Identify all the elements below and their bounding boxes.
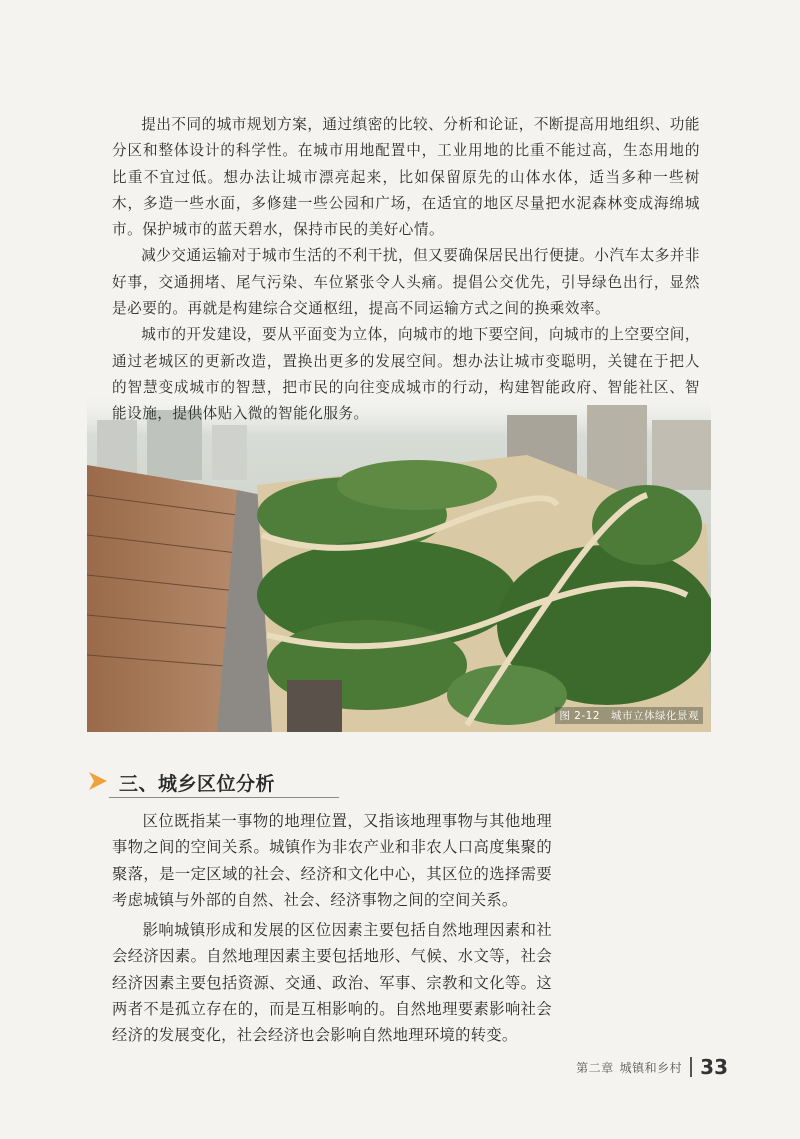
figure-photo-rooftop-greening	[87, 395, 711, 732]
upper-body-text	[112, 112, 700, 428]
orange-arrow-icon	[87, 770, 109, 792]
lower-body-text	[112, 808, 552, 1053]
photo-illustration	[87, 395, 711, 732]
paragraph: 城市的开发建设，要从平面变为立体，向城市的地下要空间，向城市的上空要空间，通过老城区的更新改造，置换出更多的发展空间。想办法让城市变聪明，关键在于把人的智慧变成城市的智慧，把市民的向往变成城市的行动，构建智能政府、智能社区、智能设施，提供体贴入微的智能化服务。	[112, 326, 700, 423]
paragraph: 提出不同的城市规划方案，通过缜密的比较、分析和论证，不断提高用地组织、功能分区和整体设计的科学性。在城市用地配置中，工业用地的比重不能过高，生态用地的比重不宜过低。想办法让城市漂亮起来，比如保留原先的山体水体，适当多种一些树木，多造一些水面，多修建一些公园和广场，在适宜的地区尽量把水泥森林变成海绵城市。保护城市的蓝天碧水，保持市民的美好心情。	[112, 116, 700, 239]
page-number: 33	[700, 1055, 728, 1079]
footer-chapter: 第二章	[576, 1060, 614, 1075]
footer-chapter-title: 城镇和乡村	[619, 1060, 683, 1075]
section-heading	[87, 765, 387, 803]
paragraph: 减少交通运输对于城市生活的不利干扰，但又要确保居民出行便捷。小汽车太多并非好事，交通拥堵、尾气污染、车位紧张令人头痛。提倡公交优先，引导绿色出行，显然是必要的。再就是构建综合交通枢纽，提高不同运输方式之间的换乘效率。	[112, 247, 700, 318]
page-footer	[576, 1055, 728, 1079]
heading-underline	[109, 797, 339, 798]
paragraph: 区位既指某一事物的地理位置，又指该地理事物与其他地理事物之间的空间关系。城镇作为非农产业和非农人口高度集聚的聚落，是一定区域的社会、经济和文化中心，其区位的选择需要考虑城镇与外部的自然、社会、经济事物之间的空间关系。	[112, 812, 552, 909]
footer-divider	[690, 1057, 692, 1077]
paragraph: 影响城镇形成和发展的区位因素主要包括自然地理因素和社会经济因素。自然地理因素主要包括地形、气候、水文等，社会经济因素主要包括资源、交通、政治、军事、宗教和文化等。这两者不是孤立存在的，而是互相影响的。自然地理要素影响社会经济的发展变化，社会经济也会影响自然地理环境的转变。	[112, 921, 552, 1045]
section-title: 三、城乡区位分析	[119, 773, 276, 795]
figure-caption: 图 2-12 城市立体绿化景观	[555, 707, 703, 724]
